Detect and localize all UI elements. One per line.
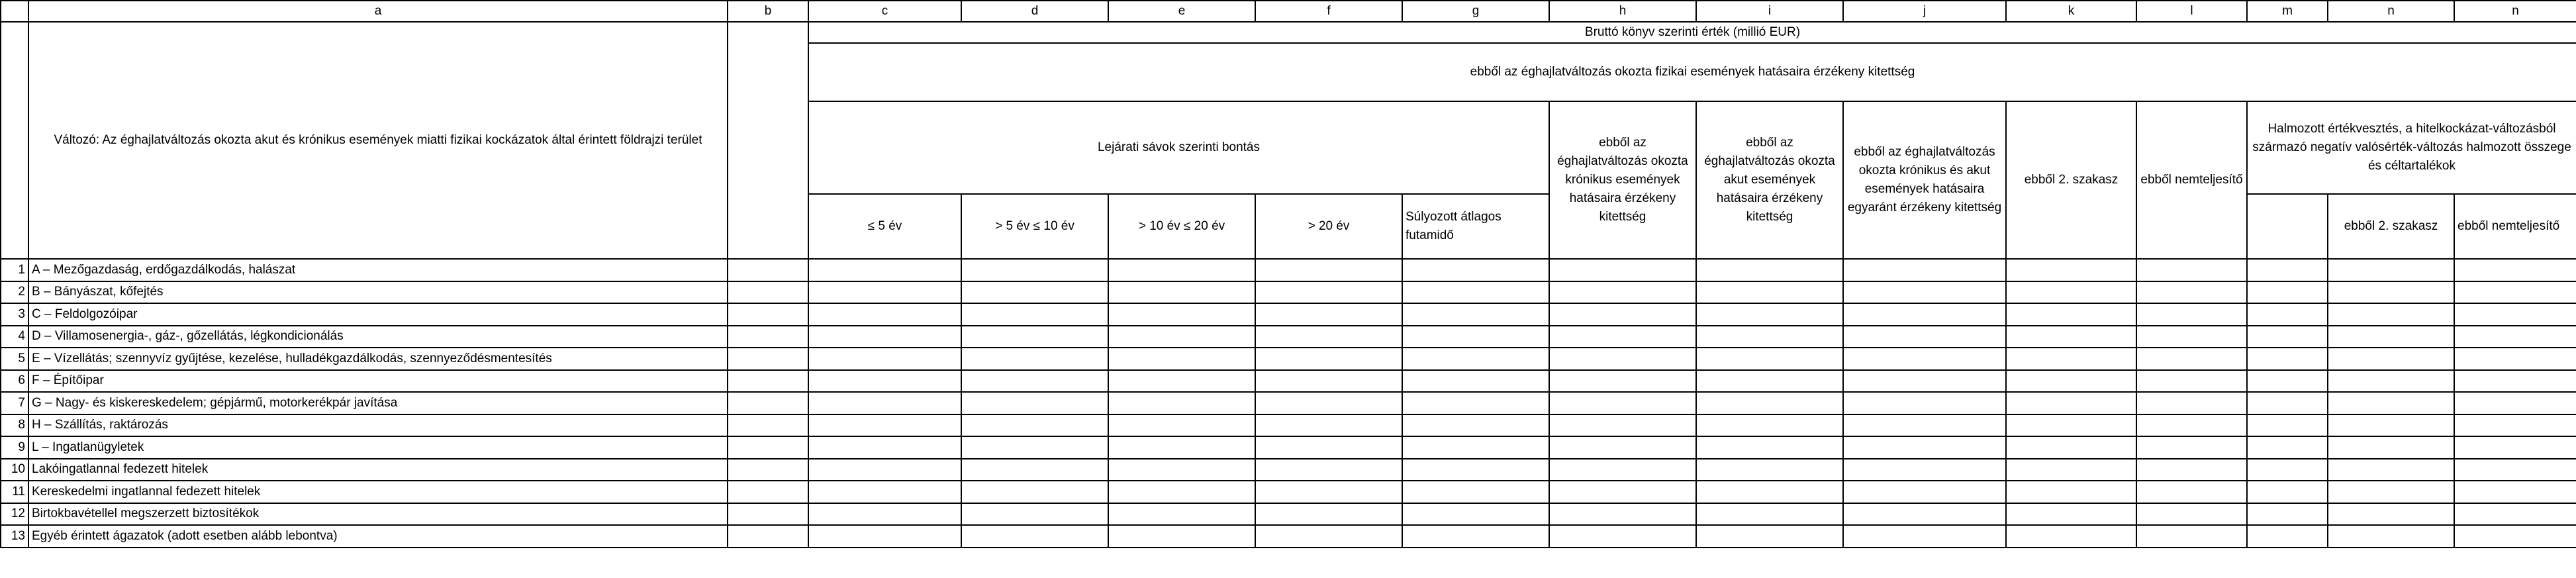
row-number[interactable]: 5 (1, 348, 28, 370)
maturity-breakdown-header[interactable]: Lejárati sávok szerinti bontás (808, 101, 1549, 194)
data-cell[interactable] (728, 370, 808, 393)
data-cell[interactable] (961, 525, 1108, 548)
column-letter-j[interactable]: j (1843, 1, 2006, 22)
data-cell[interactable] (2247, 326, 2328, 348)
data-cell[interactable] (2247, 392, 2328, 414)
data-cell[interactable] (2136, 348, 2247, 370)
data-cell[interactable] (1255, 503, 1402, 526)
data-cell[interactable] (1843, 281, 2006, 304)
data-rows (1, 259, 2576, 548)
data-cell[interactable] (1108, 326, 1255, 348)
data-cell[interactable] (1402, 503, 1549, 526)
data-cell[interactable] (728, 436, 808, 459)
corner-cell[interactable] (1, 1, 28, 22)
table-row (1, 459, 2576, 481)
data-cell[interactable] (1696, 392, 1843, 414)
data-cell[interactable] (2328, 525, 2454, 548)
data-cell[interactable] (2454, 459, 2576, 481)
data-cell[interactable] (1549, 392, 1696, 414)
data-cell[interactable] (1843, 414, 2006, 437)
data-cell[interactable] (961, 348, 1108, 370)
data-cell[interactable] (808, 326, 961, 348)
data-cell[interactable] (1549, 459, 1696, 481)
row-number[interactable]: 6 (1, 370, 28, 393)
data-cell[interactable] (2328, 481, 2454, 503)
data-cell[interactable] (2247, 525, 2328, 548)
data-cell[interactable] (2454, 326, 2576, 348)
table-row (1, 370, 2576, 393)
data-cell[interactable] (961, 392, 1108, 414)
row-label[interactable]: F – Építőipar (28, 370, 728, 393)
data-cell[interactable] (961, 259, 1108, 281)
row-number[interactable]: 2 (1, 281, 28, 304)
impairment-header[interactable]: Halmozott értékvesztés, a hitelkockázat-változásból származó negatív valósérték-változás halmozott összege és céltartalékok (2247, 101, 2576, 194)
data-cell[interactable] (961, 326, 1108, 348)
data-cell[interactable] (1696, 259, 1843, 281)
data-cell[interactable] (1402, 414, 1549, 437)
data-cell[interactable] (1108, 525, 1255, 548)
data-cell[interactable] (2006, 259, 2136, 281)
chronic-header[interactable]: ebből az éghajlatváltozás okozta krónikus események hatásaira érzékeny kitettség (1549, 101, 1696, 259)
data-cell[interactable] (2006, 503, 2136, 526)
data-cell[interactable] (728, 281, 808, 304)
row-number[interactable]: 10 (1, 459, 28, 481)
column-letter-f[interactable]: f (1255, 1, 1402, 22)
data-cell[interactable] (2247, 503, 2328, 526)
data-cell[interactable] (1402, 259, 1549, 281)
data-cell[interactable] (1255, 414, 1402, 437)
data-cell[interactable] (2247, 370, 2328, 393)
stage2-header[interactable]: ebből 2. szakasz (2006, 101, 2136, 259)
data-cell[interactable] (1549, 348, 1696, 370)
data-cell[interactable] (2006, 281, 2136, 304)
data-cell[interactable] (961, 414, 1108, 437)
data-cell[interactable] (1402, 481, 1549, 503)
data-cell[interactable] (2454, 392, 2576, 414)
data-cell[interactable] (2328, 503, 2454, 526)
data-cell[interactable] (2247, 459, 2328, 481)
data-cell[interactable] (2136, 370, 2247, 393)
data-cell[interactable] (2006, 459, 2136, 481)
data-cell[interactable] (1108, 414, 1255, 437)
data-cell[interactable] (1549, 281, 1696, 304)
column-letters-row (1, 1, 2576, 22)
row-label[interactable]: E – Vízellátás; szennyvíz gyűjtése, kezelése, hulladékgazdálkodás, szennyeződésmentesítés (28, 348, 728, 370)
data-cell[interactable] (728, 414, 808, 437)
data-cell[interactable] (808, 503, 961, 526)
data-cell[interactable] (1843, 481, 2006, 503)
data-cell[interactable] (961, 370, 1108, 393)
impairment-nonperforming-header[interactable]: ebből nemteljesítő (2454, 194, 2576, 259)
table-row (1, 259, 2576, 281)
row-label[interactable]: L – Ingatlanügyletek (28, 436, 728, 459)
data-cell[interactable] (1696, 326, 1843, 348)
data-cell[interactable] (1549, 370, 1696, 393)
data-cell[interactable] (2247, 303, 2328, 326)
data-cell[interactable] (1843, 525, 2006, 548)
data-cell[interactable] (1843, 348, 2006, 370)
both-header[interactable]: ebből az éghajlatváltozás okozta krónikus és akut események hatásaira egyaránt érzékeny kitettség (1843, 101, 2006, 259)
data-cell[interactable] (1843, 303, 2006, 326)
table-row (1, 436, 2576, 459)
weighted-average-maturity-header[interactable]: Súlyozott átlagos futamidő (1402, 194, 1549, 259)
data-cell[interactable] (1402, 370, 1549, 393)
column-letter-n[interactable]: n (2328, 1, 2454, 22)
data-cell[interactable] (961, 459, 1108, 481)
row-number[interactable]: 7 (1, 392, 28, 414)
data-cell[interactable] (2454, 503, 2576, 526)
maturity-5-10-header[interactable]: > 5 év ≤ 10 év (961, 194, 1108, 259)
data-cell[interactable] (2454, 348, 2576, 370)
data-cell[interactable] (2454, 303, 2576, 326)
row-label[interactable]: D – Villamosenergia-, gáz-, gőzellátás, légkondicionálás (28, 326, 728, 348)
row-label[interactable]: H – Szállítás, raktározás (28, 414, 728, 437)
data-cell[interactable] (2006, 436, 2136, 459)
data-cell[interactable] (2006, 303, 2136, 326)
data-cell[interactable] (1108, 459, 1255, 481)
data-cell[interactable] (2328, 259, 2454, 281)
data-cell[interactable] (2454, 436, 2576, 459)
data-cell[interactable] (1402, 348, 1549, 370)
data-cell[interactable] (728, 259, 808, 281)
data-cell[interactable] (2247, 436, 2328, 459)
table-row (1, 525, 2576, 548)
data-cell[interactable] (728, 525, 808, 548)
data-cell[interactable] (2328, 370, 2454, 393)
data-cell[interactable] (2006, 414, 2136, 437)
data-cell[interactable] (1108, 348, 1255, 370)
row-number[interactable]: 11 (1, 481, 28, 503)
data-cell[interactable] (728, 459, 808, 481)
impairment-total-cell[interactable] (2247, 194, 2328, 259)
column-letter-l[interactable]: l (2136, 1, 2247, 22)
data-cell[interactable] (1255, 459, 1402, 481)
data-cell[interactable] (2136, 326, 2247, 348)
data-cell[interactable] (1255, 370, 1402, 393)
header-row-number-cell[interactable] (1, 22, 28, 259)
data-cell[interactable] (1255, 436, 1402, 459)
column-letter-d[interactable]: d (961, 1, 1108, 22)
column-letter-i[interactable]: i (1696, 1, 1843, 22)
data-cell[interactable] (1549, 481, 1696, 503)
data-cell[interactable] (1843, 370, 2006, 393)
data-cell[interactable] (728, 481, 808, 503)
column-letter-n2[interactable]: n (2454, 1, 2576, 22)
column-letter-k[interactable]: k (2006, 1, 2136, 22)
data-cell[interactable] (1696, 459, 1843, 481)
row-label[interactable]: Kereskedelmi ingatlannal fedezett hitelek (28, 481, 728, 503)
maturity-le5-header[interactable]: ≤ 5 év (808, 194, 961, 259)
data-cell[interactable] (1402, 436, 1549, 459)
column-letter-h[interactable]: h (1549, 1, 1696, 22)
table-row (1, 392, 2576, 414)
data-cell[interactable] (2247, 348, 2328, 370)
data-cell[interactable] (1402, 525, 1549, 548)
data-cell[interactable] (1255, 348, 1402, 370)
data-cell[interactable] (1402, 392, 1549, 414)
table-row (1, 414, 2576, 437)
column-letter-a[interactable]: a (28, 1, 728, 22)
data-cell[interactable] (2006, 348, 2136, 370)
row-label[interactable]: Lakóingatlannal fedezett hitelek (28, 459, 728, 481)
data-cell[interactable] (1696, 436, 1843, 459)
column-letter-m[interactable]: m (2247, 1, 2328, 22)
data-cell[interactable] (2006, 525, 2136, 548)
data-cell[interactable] (961, 281, 1108, 304)
data-cell[interactable] (2006, 481, 2136, 503)
data-cell[interactable] (961, 303, 1108, 326)
data-cell[interactable] (961, 503, 1108, 526)
data-cell[interactable] (961, 481, 1108, 503)
data-cell[interactable] (2136, 414, 2247, 437)
data-cell[interactable] (2328, 326, 2454, 348)
data-cell[interactable] (1108, 370, 1255, 393)
data-cell[interactable] (1255, 326, 1402, 348)
data-cell[interactable] (2328, 436, 2454, 459)
data-cell[interactable] (1843, 459, 2006, 481)
data-cell[interactable] (1108, 281, 1255, 304)
maturity-10-20-header[interactable]: > 10 év ≤ 20 év (1108, 194, 1255, 259)
data-cell[interactable] (2006, 392, 2136, 414)
row-number[interactable]: 1 (1, 259, 28, 281)
data-cell[interactable] (1843, 326, 2006, 348)
row-number[interactable]: 9 (1, 436, 28, 459)
data-cell[interactable] (1108, 503, 1255, 526)
data-cell[interactable] (1402, 326, 1549, 348)
data-cell[interactable] (1549, 303, 1696, 326)
gross-value-header[interactable]: Bruttó könyv szerinti érték (millió EUR) (808, 22, 2576, 43)
table-row (1, 503, 2576, 526)
data-cell[interactable] (808, 303, 961, 326)
data-cell[interactable] (2328, 281, 2454, 304)
data-cell[interactable] (1549, 259, 1696, 281)
data-cell[interactable] (2136, 259, 2247, 281)
data-cell[interactable] (1108, 392, 1255, 414)
data-cell[interactable] (1549, 436, 1696, 459)
data-cell[interactable] (2247, 414, 2328, 437)
data-cell[interactable] (2454, 525, 2576, 548)
data-cell[interactable] (1696, 303, 1843, 326)
data-cell[interactable] (2454, 481, 2576, 503)
data-cell[interactable] (1696, 503, 1843, 526)
data-cell[interactable] (808, 436, 961, 459)
table-row (1, 481, 2576, 503)
data-cell[interactable] (728, 503, 808, 526)
data-cell[interactable] (2247, 259, 2328, 281)
column-letter-c[interactable]: c (808, 1, 961, 22)
variable-header[interactable]: Változó: Az éghajlatváltozás okozta akut és krónikus események miatti fizikai kockázatok által érintett földrajzi terület (28, 22, 728, 259)
data-cell[interactable] (1549, 326, 1696, 348)
data-cell[interactable] (1255, 525, 1402, 548)
data-cell[interactable] (808, 392, 961, 414)
data-cell[interactable] (1843, 503, 2006, 526)
row-number[interactable]: 13 (1, 525, 28, 548)
data-cell[interactable] (2136, 481, 2247, 503)
data-cell[interactable] (2328, 392, 2454, 414)
impairment-stage2-header[interactable]: ebből 2. szakasz (2328, 194, 2454, 259)
row-label[interactable]: Birtokbavétellel megszerzett biztosítékok (28, 503, 728, 526)
data-cell[interactable] (808, 370, 961, 393)
data-cell[interactable] (1696, 348, 1843, 370)
data-cell[interactable] (1255, 281, 1402, 304)
table-row (1, 303, 2576, 326)
data-cell[interactable] (728, 348, 808, 370)
table-row (1, 348, 2576, 370)
acute-header[interactable]: ebből az éghajlatváltozás okozta akut események hatásaira érzékeny kitettség (1696, 101, 1843, 259)
data-cell[interactable] (2328, 414, 2454, 437)
data-cell[interactable] (1108, 436, 1255, 459)
column-letter-g[interactable]: g (1402, 1, 1549, 22)
data-cell[interactable] (2136, 436, 2247, 459)
data-cell[interactable] (2328, 459, 2454, 481)
data-cell[interactable] (2136, 392, 2247, 414)
row-number[interactable]: 3 (1, 303, 28, 326)
data-cell[interactable] (2136, 303, 2247, 326)
data-cell[interactable] (1696, 481, 1843, 503)
data-cell[interactable] (1402, 281, 1549, 304)
data-cell[interactable] (728, 326, 808, 348)
data-cell[interactable] (2247, 281, 2328, 304)
data-cell[interactable] (808, 414, 961, 437)
row-number[interactable]: 4 (1, 326, 28, 348)
column-letter-b[interactable]: b (728, 1, 808, 22)
header-row-1 (1, 22, 2576, 43)
data-cell[interactable] (1696, 414, 1843, 437)
data-cell[interactable] (2136, 525, 2247, 548)
row-number[interactable]: 8 (1, 414, 28, 437)
maturity-gt20-header[interactable]: > 20 év (1255, 194, 1402, 259)
row-number[interactable]: 12 (1, 503, 28, 526)
data-cell[interactable] (1108, 303, 1255, 326)
data-cell[interactable] (2454, 281, 2576, 304)
table-row (1, 326, 2576, 348)
sensitive-exposure-header[interactable]: ebből az éghajlatváltozás okozta fizikai események hatásaira érzékeny kitettség (808, 43, 2576, 101)
data-cell[interactable] (1696, 370, 1843, 393)
data-cell[interactable] (1843, 392, 2006, 414)
nonperforming-header[interactable]: ebből nemteljesítő (2136, 101, 2247, 259)
data-cell[interactable] (728, 392, 808, 414)
data-cell[interactable] (1255, 259, 1402, 281)
data-cell[interactable] (2006, 326, 2136, 348)
row-label[interactable]: A – Mezőgazdaság, erdőgazdálkodás, halászat (28, 259, 728, 281)
data-cell[interactable] (2328, 303, 2454, 326)
row-label[interactable]: Egyéb érintett ágazatok (adott esetben alább lebontva) (28, 525, 728, 548)
data-cell[interactable] (1843, 436, 2006, 459)
row-label[interactable]: C – Feldolgozóipar (28, 303, 728, 326)
data-cell[interactable] (1255, 481, 1402, 503)
data-cell[interactable] (2454, 414, 2576, 437)
data-cell[interactable] (2006, 370, 2136, 393)
data-cell[interactable] (808, 481, 961, 503)
data-cell[interactable] (2454, 370, 2576, 393)
data-cell[interactable] (2136, 503, 2247, 526)
data-cell[interactable] (2136, 281, 2247, 304)
data-cell[interactable] (808, 459, 961, 481)
data-cell[interactable] (2454, 259, 2576, 281)
column-letter-e[interactable]: e (1108, 1, 1255, 22)
row-label[interactable]: B – Bányászat, kőfejtés (28, 281, 728, 304)
data-cell[interactable] (728, 303, 808, 326)
data-cell[interactable] (808, 525, 961, 548)
data-cell[interactable] (2328, 348, 2454, 370)
data-cell[interactable] (1549, 414, 1696, 437)
data-cell[interactable] (808, 281, 961, 304)
data-cell[interactable] (1255, 303, 1402, 326)
table-row (1, 281, 2576, 304)
data-cell[interactable] (1696, 525, 1843, 548)
data-cell[interactable] (1549, 503, 1696, 526)
data-cell[interactable] (1108, 259, 1255, 281)
data-cell[interactable] (1549, 525, 1696, 548)
data-cell[interactable] (1696, 281, 1843, 304)
data-cell[interactable] (1255, 392, 1402, 414)
data-cell[interactable] (1402, 459, 1549, 481)
data-cell[interactable] (1843, 259, 2006, 281)
row-label[interactable]: G – Nagy- és kiskereskedelem; gépjármű, motorkerékpár javítása (28, 392, 728, 414)
data-cell[interactable] (2136, 459, 2247, 481)
data-cell[interactable] (961, 436, 1108, 459)
data-cell[interactable] (808, 259, 961, 281)
data-cell[interactable] (1108, 481, 1255, 503)
data-cell[interactable] (1402, 303, 1549, 326)
header-b-cell[interactable] (728, 22, 808, 259)
data-cell[interactable] (808, 348, 961, 370)
data-cell[interactable] (2247, 481, 2328, 503)
